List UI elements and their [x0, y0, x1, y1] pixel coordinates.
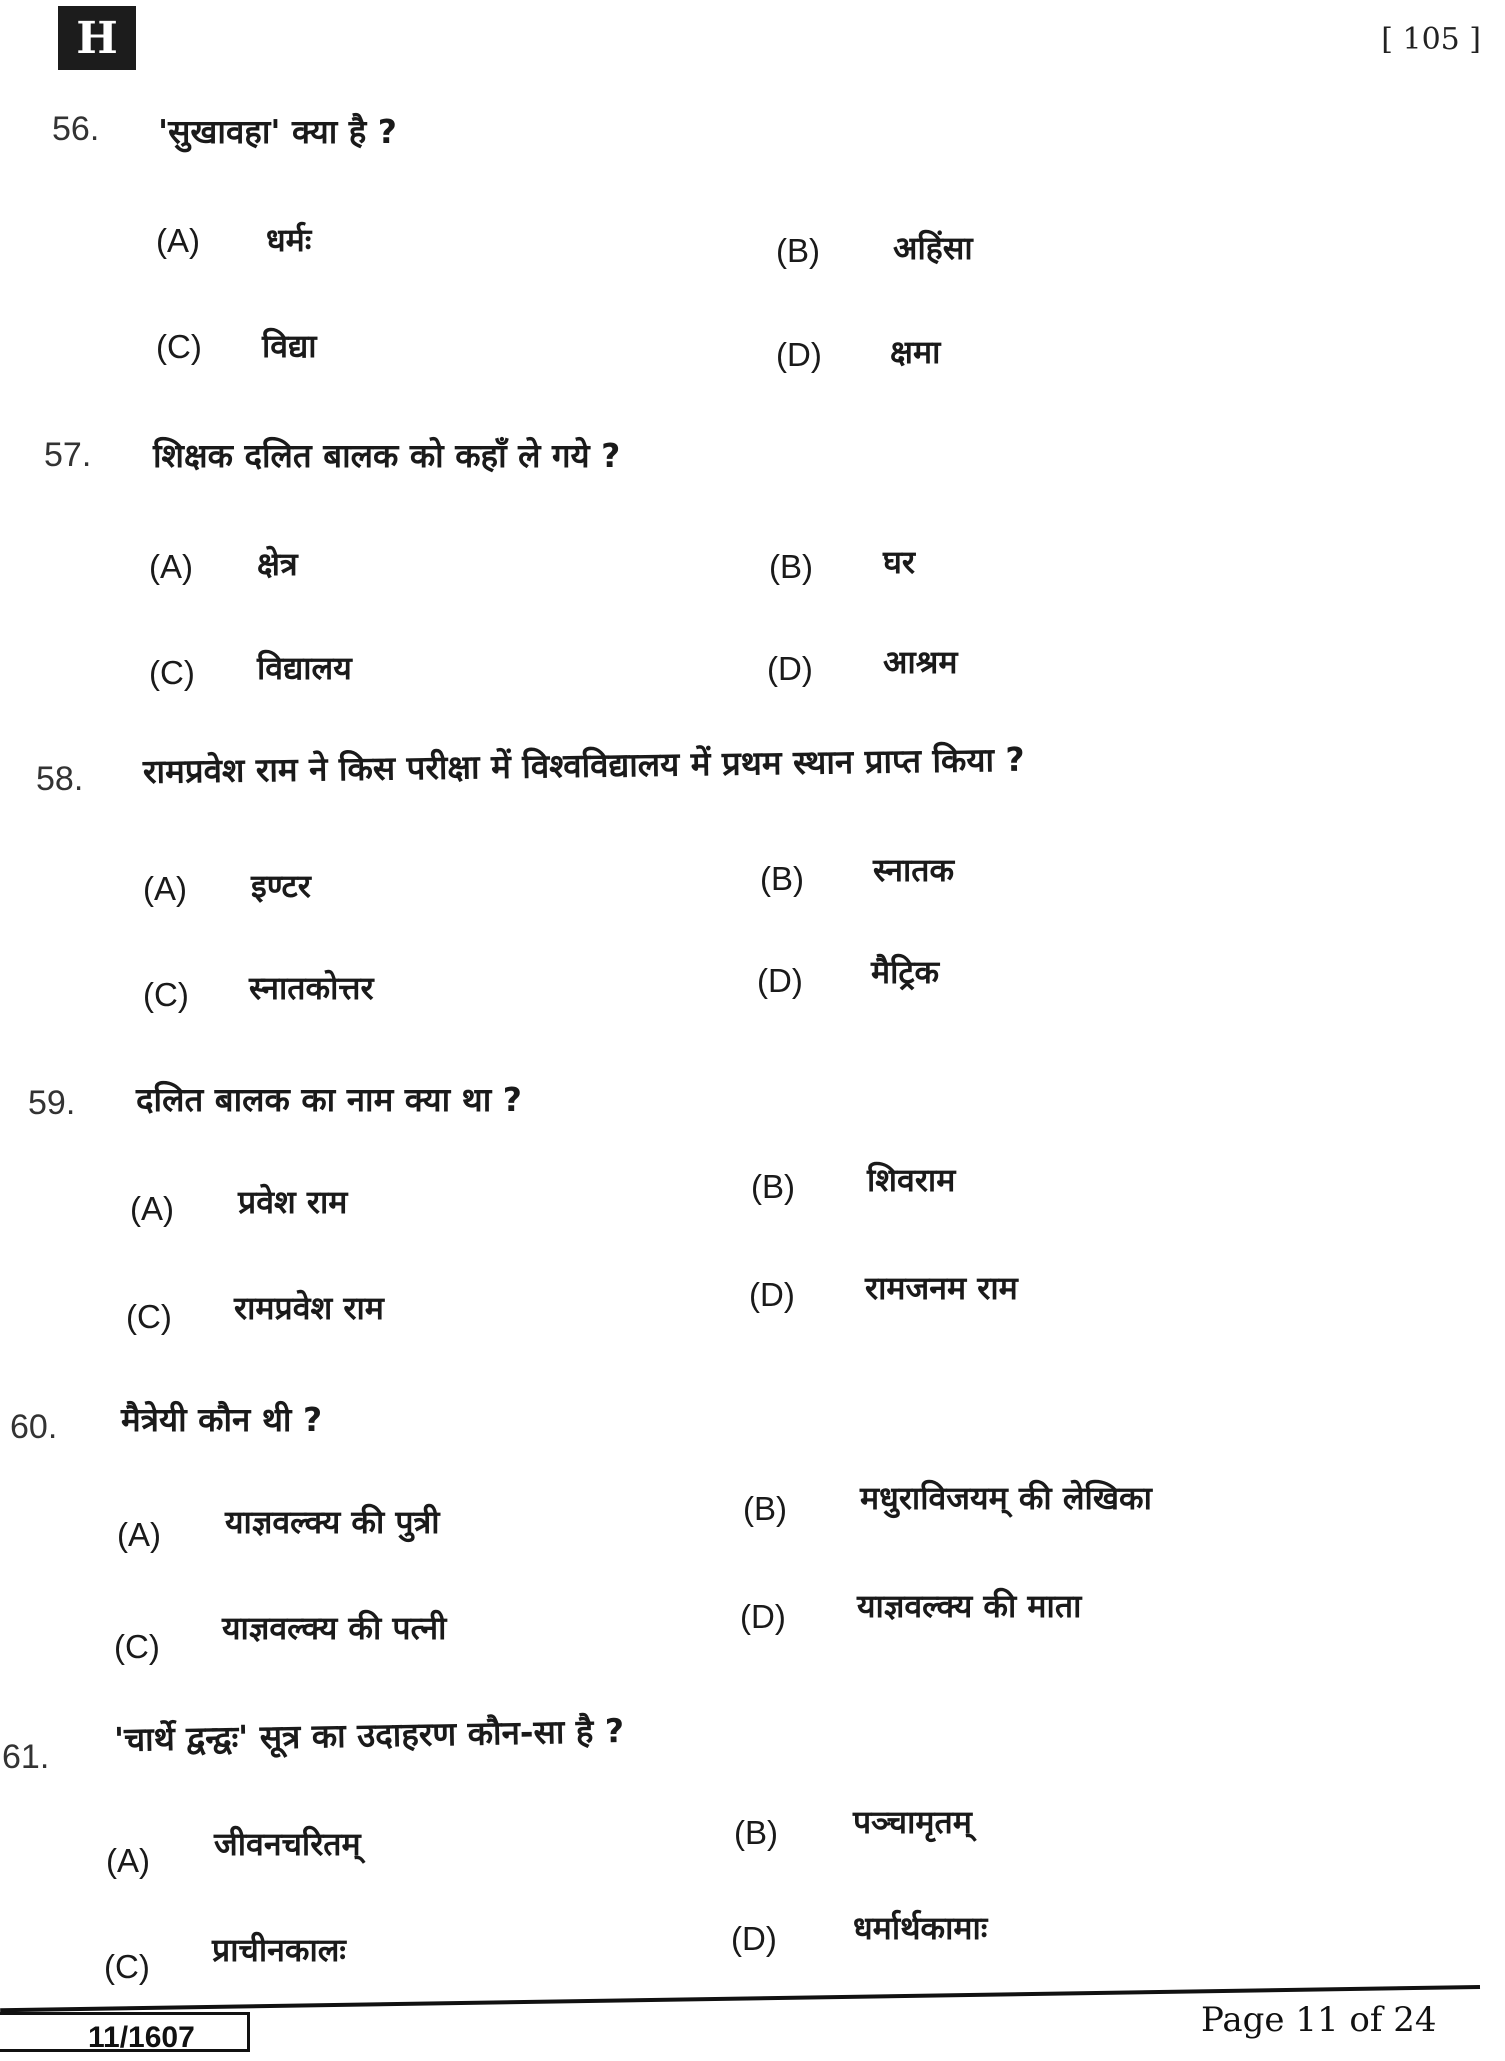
option-text: धर्मः [266, 221, 312, 259]
question-number: 61. [2, 1738, 50, 1776]
option-text: अहिंसा [893, 229, 973, 267]
option-text: स्नातक [873, 851, 955, 889]
option-text: विद्यालय [257, 649, 352, 687]
option-text: प्राचीनकालः [212, 1931, 346, 1969]
option-text: याज्ञवल्क्य की पुत्री [225, 1503, 440, 1541]
page-code: [ 105 ] [1381, 22, 1481, 57]
option-text: स्नातकोत्तर [249, 969, 374, 1007]
option-label: (C) [126, 1298, 172, 1335]
option-label: (D) [776, 336, 822, 373]
question-text: दलित बालक का नाम क्या था ? [136, 1080, 522, 1119]
question-text: 'सुखावहा' क्या है ? [158, 112, 397, 151]
option-label: (C) [104, 1948, 150, 1985]
option-text: विद्या [262, 327, 317, 365]
option-label: (D) [740, 1598, 786, 1635]
option-label: (A) [106, 1842, 150, 1879]
option-label: (C) [149, 654, 195, 691]
question-number: 57. [44, 436, 92, 474]
question-text: 'चार्थे द्वन्द्वः' सूत्र का उदाहरण कौन-सा है ? [113, 1711, 625, 1759]
option-label: (B) [743, 1490, 787, 1527]
option-label: (A) [149, 548, 193, 585]
option-label: (B) [734, 1814, 778, 1851]
option-label: (B) [769, 548, 813, 585]
option-text: रामजनम राम [865, 1269, 1018, 1307]
question-number: 58. [36, 760, 84, 798]
set-badge: H [58, 6, 136, 70]
option-text: शिवराम [867, 1161, 956, 1199]
option-label: (D) [757, 962, 803, 999]
option-label: (B) [776, 232, 820, 269]
option-text: रामप्रवेश राम [234, 1289, 384, 1327]
option-label: (A) [117, 1516, 161, 1553]
option-label: (A) [143, 870, 187, 907]
option-label: (B) [760, 860, 804, 897]
option-text: धर्मार्थकामाः [853, 1909, 988, 1947]
option-label: (D) [749, 1276, 795, 1313]
question-number: 56. [52, 110, 100, 148]
option-label: (A) [156, 222, 200, 259]
question-number: 59. [28, 1084, 76, 1122]
question-number: 60. [10, 1408, 58, 1446]
option-text: प्रवेश राम [238, 1183, 348, 1221]
option-text: याज्ञवल्क्य की पत्नी [222, 1609, 447, 1647]
question-text: मैत्रेयी कौन थी ? [121, 1400, 323, 1439]
option-text: मधुराविजयम् की लेखिका [860, 1479, 1152, 1517]
paper-code-box: 11/1607 [0, 2012, 250, 2052]
option-label: (A) [130, 1190, 174, 1227]
option-text: क्षेत्र [257, 545, 298, 583]
option-label: (D) [767, 650, 813, 687]
option-text: घर [883, 543, 916, 581]
option-label: (C) [156, 328, 202, 365]
option-text: मैट्रिक [871, 953, 940, 991]
option-text: इण्टर [251, 867, 311, 905]
option-label: (B) [751, 1168, 795, 1205]
option-text: क्षमा [890, 333, 941, 371]
question-text: रामप्रवेश राम ने किस परीक्षा में विश्वविद्यालय में प्रथम स्थान प्राप्त किया ? [142, 739, 1025, 791]
option-text: जीवनचरितम् [214, 1825, 361, 1863]
page-indicator: Page 11 of 24 [1201, 2000, 1437, 2040]
question-text: शिक्षक दलित बालक को कहाँ ले गये ? [153, 436, 621, 475]
option-text: पञ्चामृतम् [853, 1803, 972, 1841]
option-label: (C) [114, 1628, 160, 1665]
option-label: (C) [143, 976, 189, 1013]
option-text: याज्ञवल्क्य की माता [857, 1587, 1082, 1625]
option-text: आश्रम [883, 643, 958, 681]
option-label: (D) [731, 1920, 777, 1957]
